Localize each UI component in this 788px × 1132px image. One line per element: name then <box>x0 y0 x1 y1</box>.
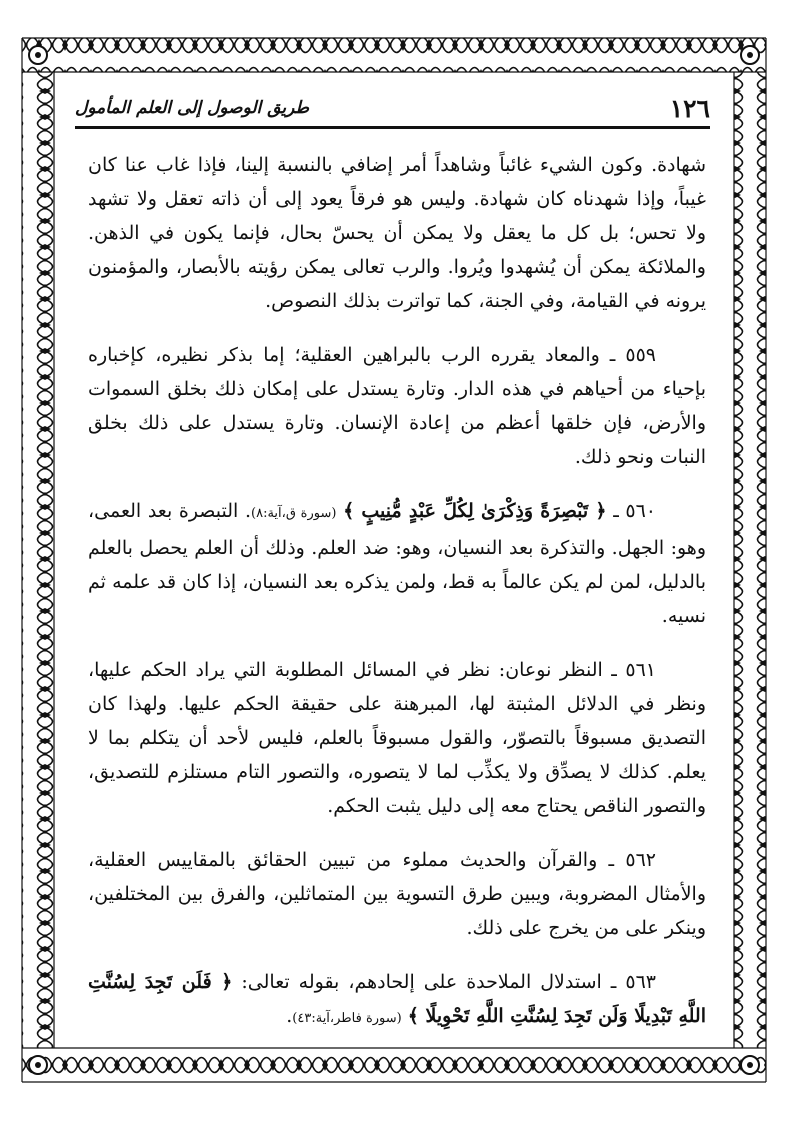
paragraph-text: . التبصرة بعد العمى، وهو: الجهل. والتذكرة بعد النسيان، وهو: ضد العلم. وذلك أن العلم يحصل بالعلم بالدليل، لمن لم يكن عالماً به قط، ولمن يذكره بعد النسيان، إذا كان قد علمه ثم نسيه. <box>88 500 706 627</box>
header-rule <box>75 126 710 129</box>
paragraph-562 <box>88 843 706 945</box>
page-body <box>88 148 706 1056</box>
paragraph-text: ٥٦١ ـ النظر نوعان: نظر في المسائل المطلوبة التي يراد الحكم عليها، ونظر في الدلائل المثبتة لها، المبرهنة على حقيقة الحكم عليها. ولهذا كان التصديق مسبوقاً بالتصوّر، والقول مسبوقاً بالعلم، فليس لأحد أن يتكلم بما لا يعلم. كذلك لا يصدِّق ولا يكذِّب لما لا يتصوره، والتصور التام مستلزم للتصديق، والتصور الناقص يحتاج معه إلى دليل يثبت الحكم. <box>88 659 706 817</box>
paragraph-text: ٥٦٢ ـ والقرآن والحديث مملوء من تبيين الحقائق بالمقاييس العقلية، والأمثال المضروبة، ويبين طرق التسوية بين المتماثلين، والفرق بين المختلفين، وينكر على من يخرج على ذلك. <box>88 849 706 939</box>
page-header <box>75 90 710 130</box>
paragraph-561 <box>88 653 706 823</box>
paragraph-560 <box>88 494 706 633</box>
quran-quote: ﴿ فَلَن تَجِدَ لِسُنَّتِ اللَّهِ تَبْدِيلًا وَلَن تَجِدَ لِسُنَّتِ اللَّهِ تَحْوِيلًا ﴾ <box>88 971 706 1027</box>
paragraph-text: شهادة. وكون الشيء غائباً وشاهداً أمر إضافي بالنسبة إلينا، فإذا غاب عنا كان غيباً، وإذا شهدناه كان شهادة. وليس هو فرقاً يعود إلى أن ذاته تعقل ولا تشهد ولا تحس؛ بل كل ما يعقل ولا يمكن أن يحسّ بحال، فإنما يكون في الذهن. والملائكة يمكن أن يُشهدوا ويُروا. والرب تعالى يمكن رؤيته بالأبصار، والمؤمنون يرونه في القيامة، وفي الجنة، كما تواترت بذلك النصوص. <box>88 154 706 312</box>
page-number: ١٢٦ <box>669 94 710 123</box>
paragraph-tail: . <box>286 1005 293 1027</box>
paragraph-563 <box>88 965 706 1036</box>
quran-quote: ﴿ تَبْصِرَةً وَذِكْرَىٰ لِكُلِّ عَبْدٍ مُّنِيبٍ ﴾ <box>343 500 607 522</box>
surah-reference: (سورة فاطر،آية:٤٣) <box>292 1011 402 1026</box>
paragraph-text: ٥٦٣ ـ استدلال الملاحدة على إلحادهم، بقوله تعالى: <box>241 971 656 993</box>
paragraph-text: ٥٥٩ ـ والمعاد يقرره الرب بالبراهين العقلية؛ إما بذكر نظيره، كإخباره بإحياء من أحياهم في هذه الدار. وتارة يستدل على إمكان ذلك بخلق السموات والأرض، فإن خلقها أعظم من إعادة الإنسان. وتارة يستدل على ذلك بخلق النبات ونحو ذلك. <box>88 344 706 468</box>
surah-reference: (سورة ق،آية:٨) <box>251 506 337 521</box>
paragraph-continuation <box>88 148 706 318</box>
running-title: طريق الوصول إلى العلم المأمول <box>75 98 310 118</box>
paragraph-number: ٥٦٠ ـ <box>613 500 657 522</box>
paragraph-559 <box>88 338 706 474</box>
